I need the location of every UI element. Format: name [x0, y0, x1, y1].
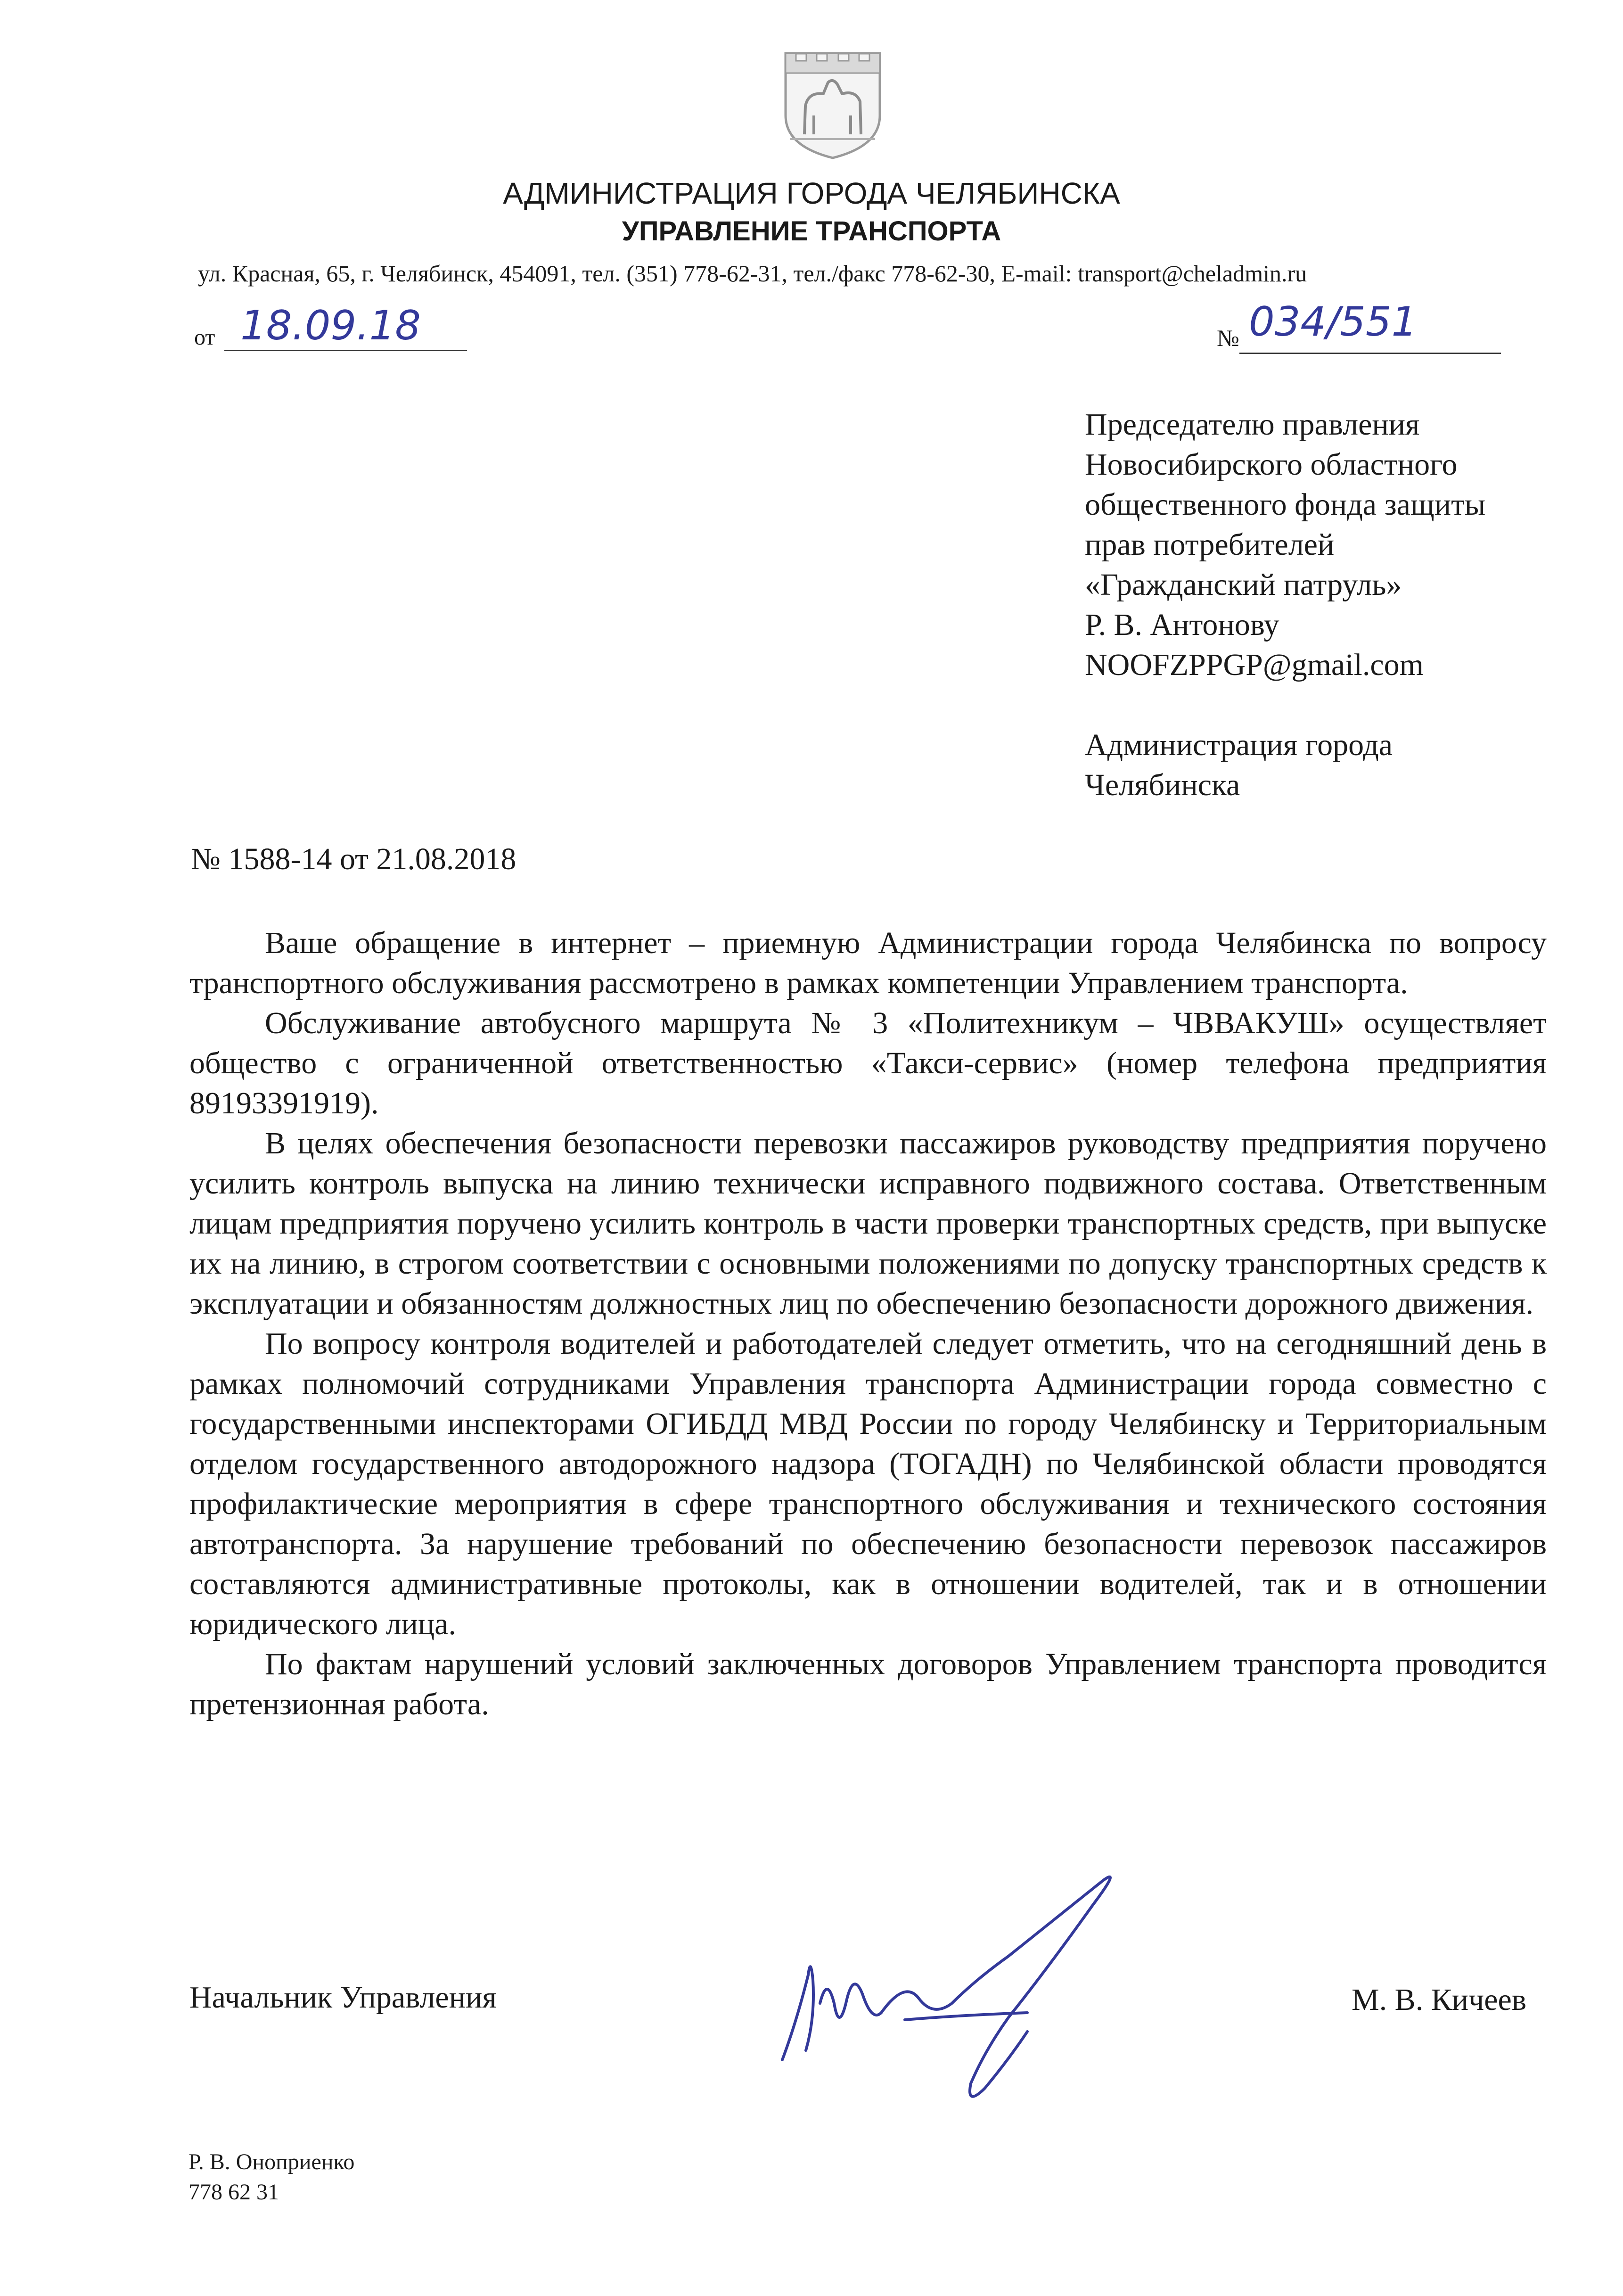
- recipient-line: прав потребителей: [1085, 527, 1335, 562]
- chelyabinsk-coat-of-arms-icon: [771, 45, 894, 163]
- recipient-line: Р. В. Антонову: [1085, 608, 1279, 642]
- recipient-block: [1085, 404, 1485, 805]
- handwritten-date: 18.09.18: [240, 302, 421, 349]
- body-paragraph: По фактам нарушений условий заключенных договоров Управлением транспорта проводится претензионная работа.: [189, 1647, 1547, 1721]
- recipient-spacer: [1085, 685, 1485, 725]
- executor-phone: 778 62 31: [189, 2180, 279, 2205]
- date-prefix: от: [194, 325, 215, 350]
- number-underline: [1239, 353, 1501, 354]
- copy-recipient-line: Челябинска: [1085, 768, 1240, 802]
- body-paragraph: По вопросу контроля водителей и работодателей следует отметить, что на сегодняшний день в рамках полномочий сотрудниками Управления транспорта Администрации города совместно с государственными инспекторами ОГИБДД МВД России по городу Челябинску и Территориальным отделом государственного автодорожного надзора (ТОГАДН) по Челябинской области проводятся профилактические мероприятия в сфере транспортного обслуживания и технического состояния автотранспорта. За нарушение требований по обеспечению безопасности перевозок пассажиров составляются административные протоколы, как в отношении водителей, так и в отношении юридического лица.: [189, 1326, 1547, 1641]
- organization-address: ул. Красная, 65, г. Челябинск, 454091, тел. (351) 778-62-31, тел./факс 778-62-30, E-mail: transport@cheladmin.ru: [198, 260, 1307, 287]
- incoming-reference: № 1588-14 от 21.08.2018: [191, 842, 516, 876]
- organization-name: АДМИНИСТРАЦИЯ ГОРОДА ЧЕЛЯБИНСКА: [503, 176, 1120, 210]
- recipient-line: «Гражданский патруль»: [1085, 568, 1402, 602]
- body-paragraph: Обслуживание автобусного маршрута № 3 «Политехникум – ЧВВАКУШ» осуществляет общество с ограниченной ответственностью «Такси-сервис» (номер телефона предприятия 89193391919).: [189, 1006, 1547, 1120]
- recipient-line: Новосибирского областного: [1085, 447, 1458, 482]
- date-underline: [224, 350, 467, 351]
- executor-name: Р. В. Оноприенко: [189, 2149, 355, 2174]
- recipient-email: NOOFZPPGP@gmail.com: [1085, 648, 1424, 682]
- recipient-line: общественного фонда защиты: [1085, 487, 1486, 522]
- handwritten-signature: [763, 1862, 1173, 2126]
- number-prefix: №: [1217, 325, 1239, 351]
- body-paragraph: В целях обеспечения безопасности перевозки пассажиров руководству предприятия поручено усилить контроль выпуска на линию технически исправного подвижного состава. Ответственным лицам предприятия поручено усилить контроль в части проверки транспортных средств, при выпуске их на линию, в строгом соответствии с основными положениями по допуску транспортных средств к эксплуатации и обязанностям должностных лиц по обеспечению безопасности дорожного движения.: [189, 1126, 1547, 1321]
- signatory-title: Начальник Управления: [189, 1980, 497, 2015]
- letter-body: [189, 923, 1547, 1724]
- copy-recipient-line: Администрация города: [1085, 728, 1393, 762]
- signatory-name: М. В. Кичеев: [1352, 1983, 1526, 2017]
- body-paragraph: Ваше обращение в интернет – приемную Администрации города Челябинска по вопросу транспортного обслуживания рассмотрено в рамках компетенции Управлением транспорта.: [189, 926, 1547, 1000]
- department-name: УПРАВЛЕНИЕ ТРАНСПОРТА: [622, 216, 1001, 247]
- executor-block: [189, 2147, 354, 2207]
- recipient-line: Председателю правления: [1085, 407, 1420, 442]
- handwritten-outgoing-number: 034/551: [1249, 298, 1418, 346]
